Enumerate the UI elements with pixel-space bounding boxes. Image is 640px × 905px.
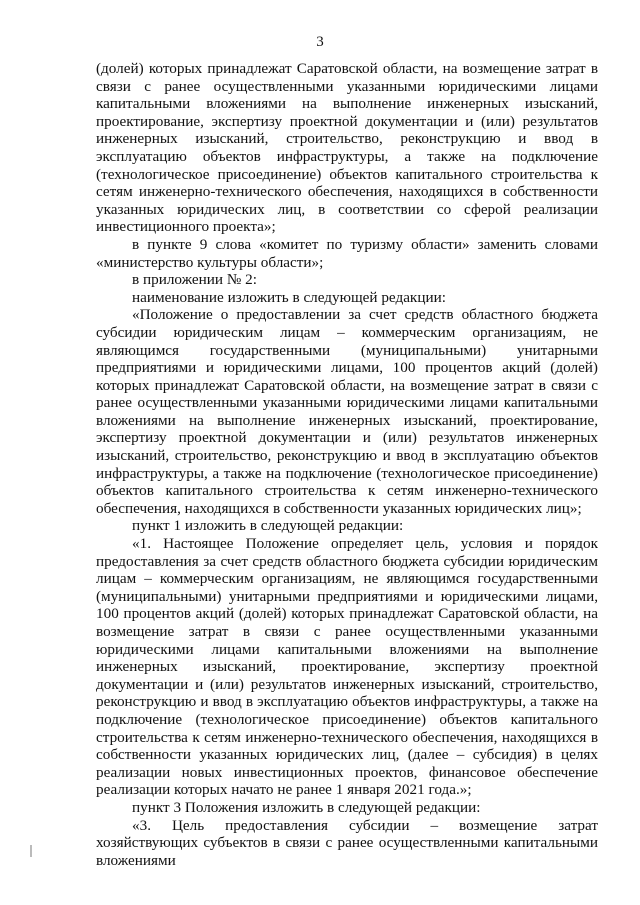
paragraph-item-1-instruction: пункт 1 изложить в следующей редакции: (132, 517, 404, 535)
scan-margin-mark (30, 845, 32, 857)
paragraph-title-instruction: наименование изложить в следующей редакции: (132, 288, 446, 306)
paragraph-item-9: в пункте 9 слова «комитет по туризму области» заменить словами «министерство культуры области»; (96, 235, 598, 271)
paragraph-title-quote: «Положение о предоставлении за счет средств областного бюджета субсидии юридическим лицам – коммерческим организациям, не являющимся государственными (муниципальными) унитарными предприятиями и юридическими лицами, 100 процентов акций (долей) которых принадлежат Саратовской области, на возмещение затрат в связи с ранее осуществленными указанными юридическими лицами капитальными вложениями на выполнение инженерных изысканий, проектирование, экспертизу проектной документации и (или) результатов инженерных изысканий, строительство, реконструкцию и ввод в эксплуатацию объектов инфраструктуры, а также на подключение (технологическое присоединение) объектов капитального строительства к сетям инженерно-технического обеспечения, находящихся в собственности указанных юридических лиц»; (96, 306, 598, 517)
document-body (96, 60, 598, 869)
page-number: 3 (316, 34, 324, 50)
paragraph-item-3-quote: «3. Цель предоставления субсидии – возмещение затрат хозяйствующих субъектов в связи с ранее осуществленными капитальными вложениями (96, 816, 598, 869)
paragraph-appendix-2: в приложении № 2: (132, 271, 257, 289)
paragraph-item-1-quote: «1. Настоящее Положение определяет цель, условия и порядок предоставления за счет средств областного бюджета субсидии юридическим лицам – коммерческим организациям, не являющимся государственными (муниципальными) унитарными предприятиями и юридическими лицами, 100 процентов акций (долей) которых принадлежат Саратовской области, на возмещение затрат в связи с ранее осуществленными указанными юридическими лицами капитальными вложениями на выполнение инженерных изысканий, проектирование, экспертизу проектной документации и (или) результатов инженерных изысканий, строительство, реконструкцию и ввод в эксплуатацию объектов инфраструктуры, а также на подключение (технологическое присоединение) объектов капитального строительства к сетям инженерно-технического обеспечения, находящихся в собственности указанных юридических лиц, (далее – субсидия) в целях реализации новых инвестиционных проектов, финансовое обеспечение реализации которых начато не ранее 1 января 2021 года.»; (96, 535, 598, 799)
paragraph-item-3-instruction: пункт 3 Положения изложить в следующей редакции: (132, 798, 481, 816)
paragraph-continuation: (долей) которых принадлежат Саратовской области, на возмещение затрат в связи с ранее осуществленными указанными юридическими лицами капитальными вложениями на выполнение инженерных изысканий, проектирование, экспертизу проектной документации и (или) результатов инженерных изысканий, строительство, реконструкцию и ввод в эксплуатацию объектов инфраструктуры, а также на подключение (технологическое присоединение) объектов капитального строительства к сетям инженерно-технического обеспечения, находящихся в собственности указанных юридических лиц, в соответствии со сферой реализации инвестиционного проекта»; (96, 60, 598, 236)
